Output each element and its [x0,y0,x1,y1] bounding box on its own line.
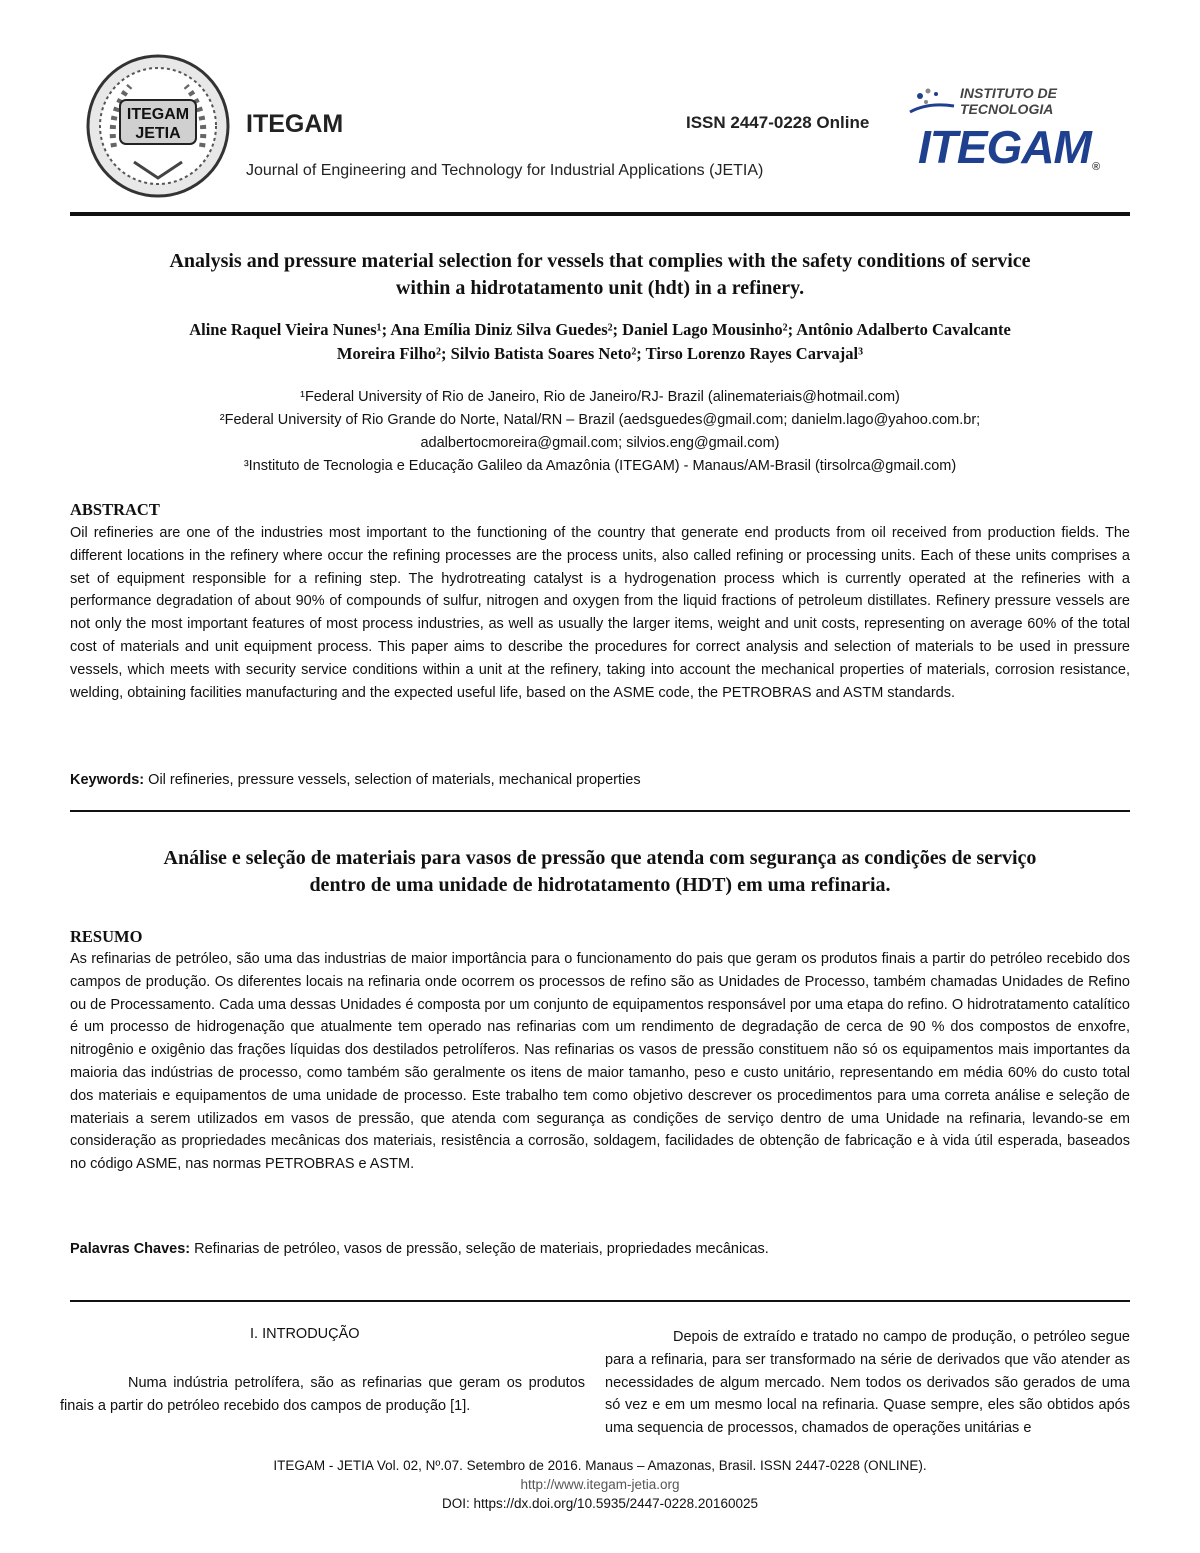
affiliation-1: ¹Federal University of Rio de Janeiro, Rio de Janeiro/RJ- Brazil (alinemateriais@hotmail.com) [300,389,900,405]
seal-text-itegam: ITEGAM [126,106,190,123]
affiliation-2-cont: adalbertocmoreira@gmail.com; silvios.eng@gmail.com) [420,435,780,451]
title-pt-line2: dentro de uma unidade de hidrotatamento (HDT) em uma refinaria. [309,874,891,896]
resumo-heading: RESUMO [70,927,143,946]
title-pt-line1: Análise e seleção de materiais para vasos de pressão que atenda com segurança as condições de serviço [163,847,1037,869]
intro-right-column: Depois de extraído e tratado no campo de produção, o petróleo segue para a refinaria, para ser transformado na série de derivados que vão atender as necessidades de algum mercado. Nem todos os derivados são gerados de uma só vez e em um mesmo local na refinaria. Quase sempre, eles são obtidos após uma sequencia de processos, chamados de operações unitárias e [605,1329,1130,1437]
seal-text-jetia: JETIA [135,125,181,142]
authors-line2: Moreira Filho²; Silvio Batista Soares Neto²; Tirso Lorenzo Rayes Carvajal³ [336,344,864,363]
keywords-text: Oil refineries, pressure vessels, selection of materials, mechanical properties [144,772,641,788]
page-footer [70,1456,1130,1513]
logo-line-instituto: INSTITUTO DE [960,85,1057,101]
swoosh-icon [908,82,958,122]
title-en-line2: within a hidrotatamento unit (hdt) in a refinery. [395,277,805,299]
affiliation-3: ³Instituto de Tecnologia e Educação Galileo da Amazônia (ITEGAM) - Manaus/AM-Brasil (tirsolrca@gmail.com) [243,458,957,474]
footer-url[interactable]: http://www.itegam-jetia.org [520,1477,680,1492]
logo-line-tecnologia: TECNOLOGIA [960,101,1054,117]
registered-mark: ® [1092,161,1101,173]
title-en-line1: Analysis and pressure material selection for vessels that complies with the safety conditions of service [169,250,1031,272]
intro-left-column: Numa indústria petrolífera, são as refinarias que geram os produtos finais a partir do petróleo recebido dos campos de produção [1]. [60,1375,585,1414]
issn: ISSN 2447-0228 Online [686,113,870,132]
affiliations [70,386,1130,478]
palavras-chaves [70,1241,1130,1257]
itegam-seal-logo [84,52,232,200]
keywords-label: Keywords: [70,772,145,788]
affiliation-2: ²Federal University of Rio Grande do Norte, Natal/RN – Brazil (aedsguedes@gmail.com; danielm.lago@yahoo.com.br; [219,412,981,428]
journal-short-name: ITEGAM [246,110,344,138]
header-rule [70,212,1130,216]
journal-full-name: Journal of Engineering and Technology for Industrial Applications (JETIA) [246,162,764,179]
authors-line1: Aline Raquel Vieira Nunes¹; Ana Emília Diniz Silva Guedes²; Daniel Lago Mousinho²; Antônio Adalberto Cavalcante [189,320,1011,339]
instituto-itegam-logo [908,82,1103,182]
section-heading-introducao: I. INTRODUÇÃO [250,1326,360,1342]
palavras-text: Refinarias de petróleo, vasos de pressão, seleção de materiais, propriedades mecânicas. [190,1241,769,1257]
footer-citation: ITEGAM - JETIA Vol. 02, Nº.07. Setembro de 2016. Manaus – Amazonas, Brasil. ISSN 2447-0228 (ONLINE). [273,1458,927,1473]
resumo-text: As refinarias de petróleo, são uma das industrias de maior importância para o funcionamento do pais que geram os produtos finais a partir do petróleo recebido dos campos de produção. Os diferentes locais na refinaria onde ocorrem os processos de refino são as Unidades de Processo, também chamadas Unidades de Refino ou de Processamento. Cada uma dessas Unidades é composta por um conjunto de equipamentos responsável por uma etapa do refino. O hidrotratamento catalítico é um processo de hidrogenação que atualmente tem operado nas refinarias com um rendimento de degradação de cerca de 90 % dos compostos de enxofre, nitrogênio e oxigênio das frações líquidas dos destilados petrolíferos. Nas refinarias os vasos de pressão constituem não só os equipamentos mais importantes da maioria das indústrias de processo, como também são geralmente os itens de maior tamanho, peso e custo unitário, representando em média 60% do custo total dos materiais e equipamentos de uma unidade de processo. Este trabalho tem como objetivo descrever os procedimentos para uma correta análise e seleção de materiais a serem utilizados em vasos de pressão, que atenda com segurança as condições de serviço dentro de uma Unidade na refinaria, levando-se em consideração as propriedades mecânicas dos materiais, resistência a corrosão, soldagem, facilidades de obtenção de fabricação e à vida útil esperada, baseados no código ASME, nas normas PETROBRAS e ASTM. [70,951,1130,1173]
keywords [70,772,1130,788]
section-rule [70,810,1130,812]
abstract-text: Oil refineries are one of the industries most important to the functioning of the country that generate end products from oil received from production fields. The different locations in the refinery where occur the refining processes are the process units, also called refining or processing units. Each of these units comprises a set of equipment responsible for a refining step. The hydrotreating catalyst is a hydrogenation process which is currently operated at the refineries with a performance degradation of about 90% of compounds of sulfur, nitrogen and oxygen from the liquid fractions of petroleum distillates. Refinery pressure vessels are not only the most important features of most process industries, as well as usually the larger items, weight and unit costs, representing on average 60% of the total cost of materials and unit equipment process. This paper aims to describe the procedures for correct analysis and selection of materials to be used in pressure vessels, which meets with security service conditions within a unit at the refinery, taking into account the mechanical properties of materials, corrosion resistance, welding, obtaining facilities manufacturing and the expected useful life, based on the ASME code, the PETROBRAS and ASTM standards. [70,525,1130,701]
title-pt [70,845,1130,899]
body-rule [70,1300,1130,1302]
title-en [70,248,1130,302]
authors [70,318,1130,366]
palavras-label: Palavras Chaves: [70,1241,191,1257]
footer-doi[interactable]: DOI: https://dx.doi.org/10.5935/2447-0228.20160025 [442,1496,758,1511]
logo-itegam-wordmark: ITEGAM [918,121,1091,173]
abstract-heading: ABSTRACT [70,500,160,519]
